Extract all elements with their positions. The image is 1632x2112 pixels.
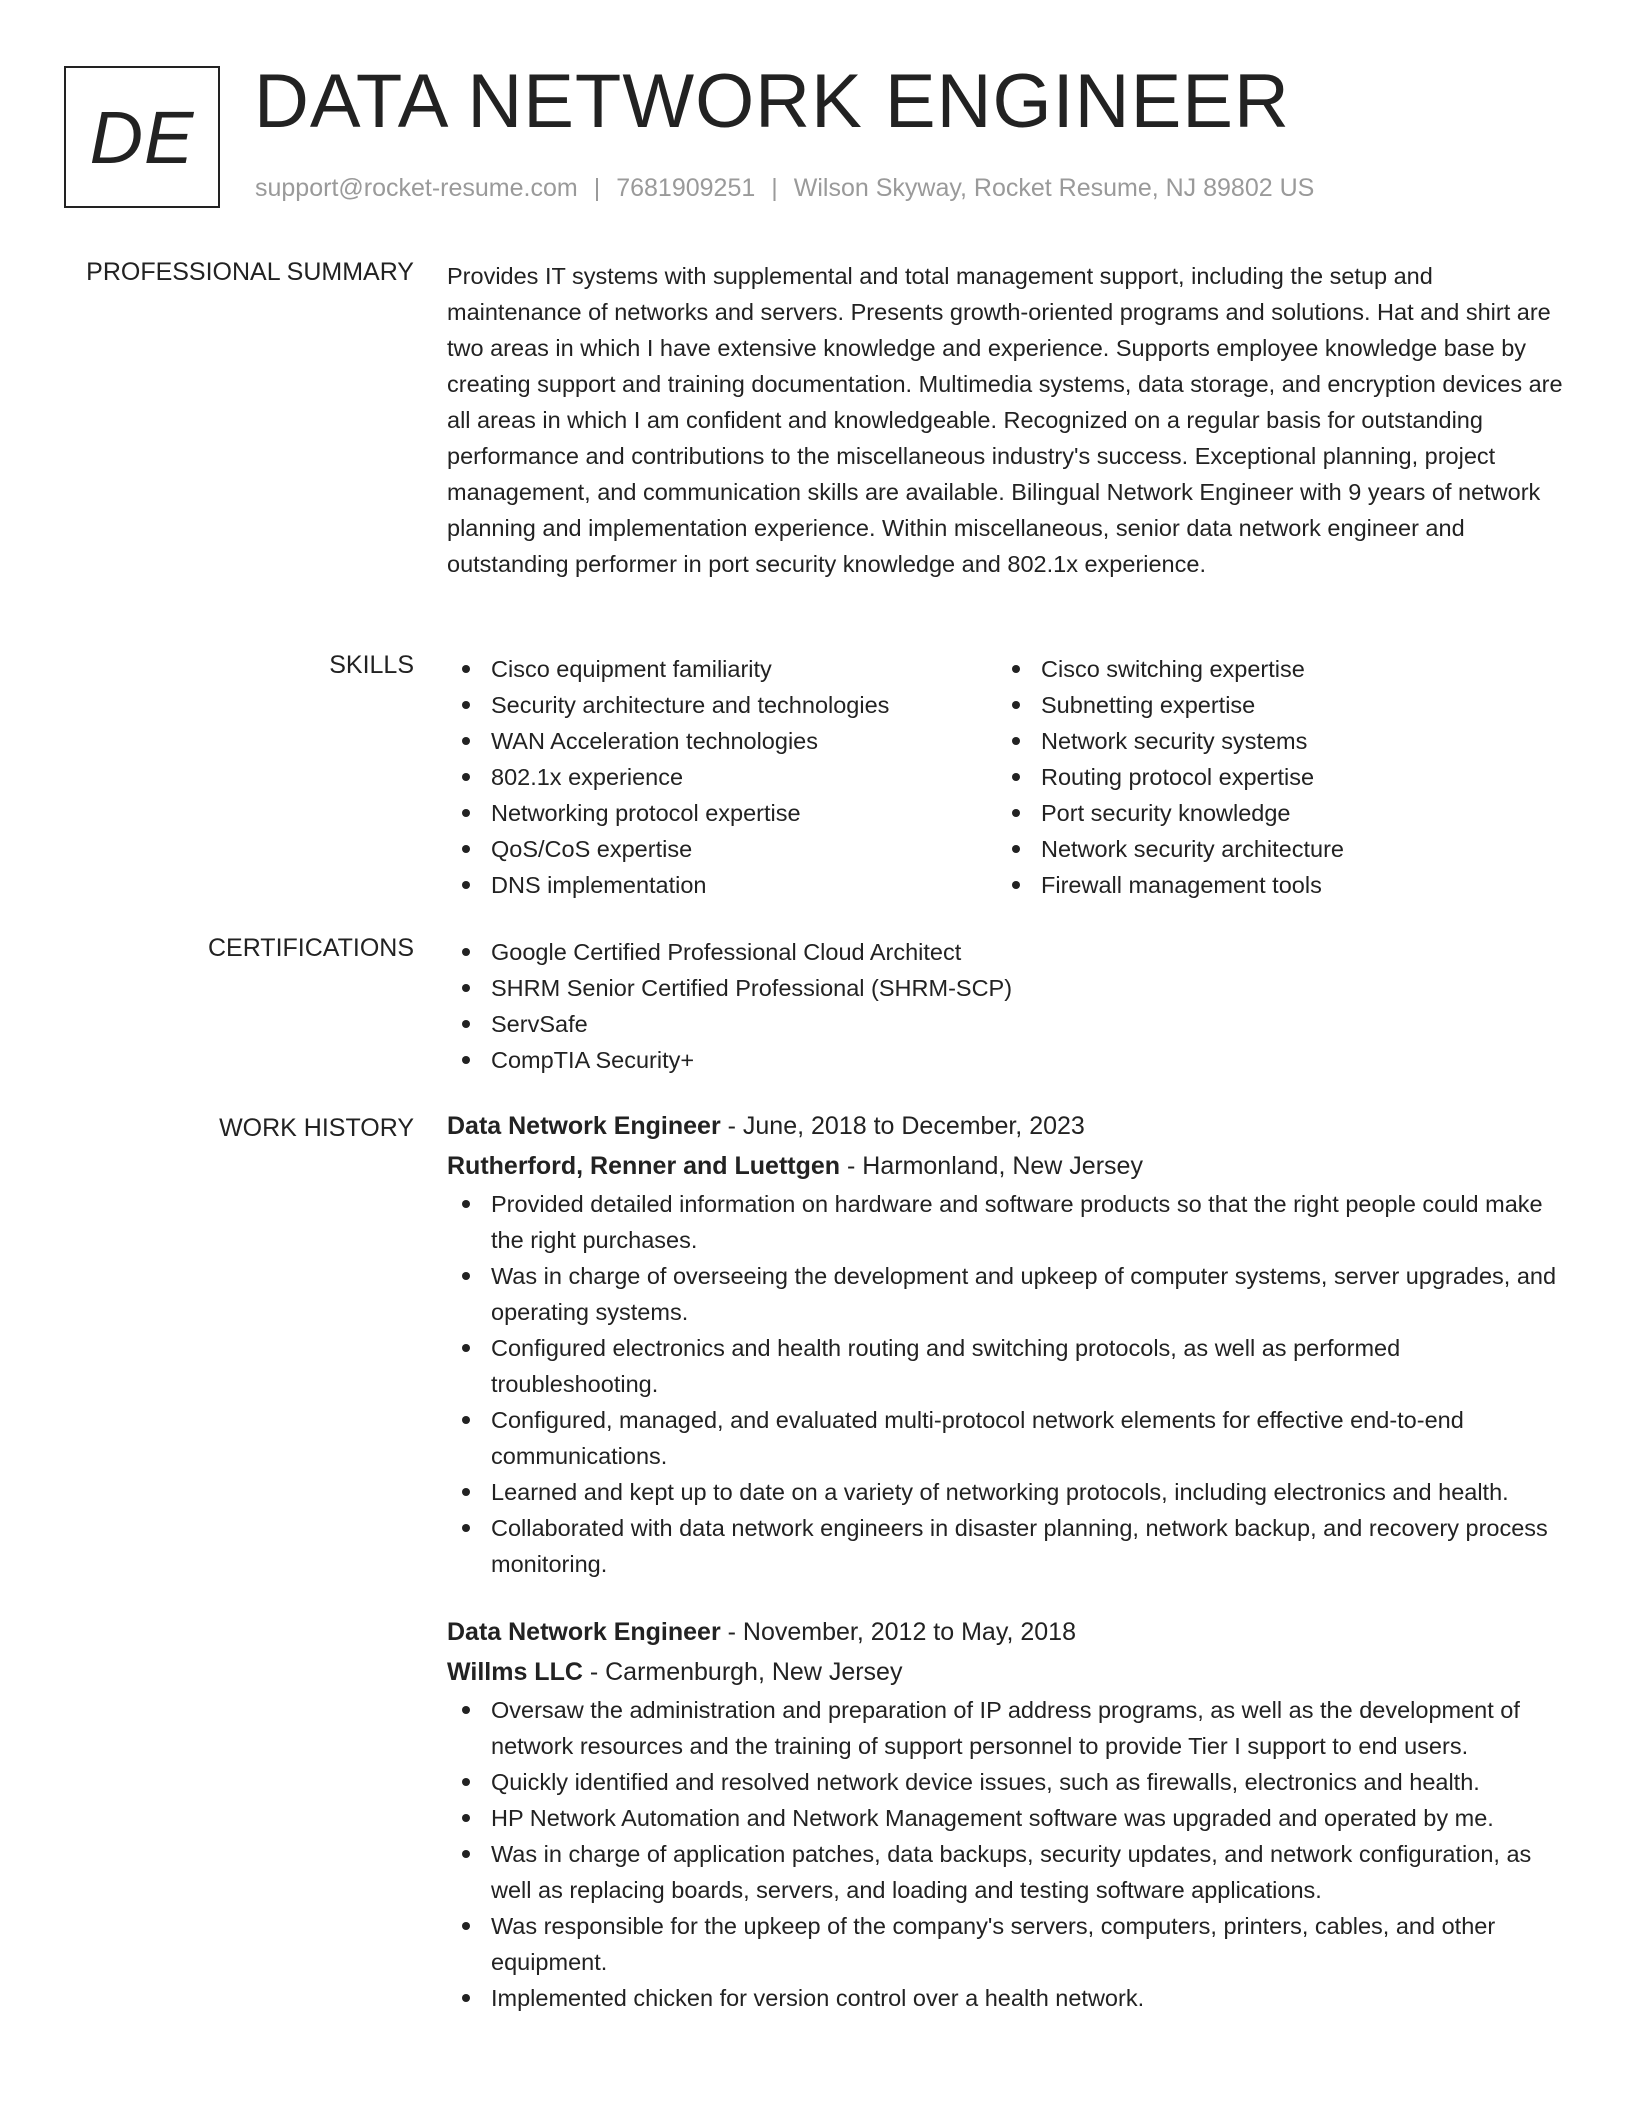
list-item: Routing protocol expertise (997, 759, 1547, 795)
list-item: ServSafe (447, 1006, 1567, 1042)
skills-content (447, 651, 1567, 903)
job-dates: - June, 2018 to December, 2023 (720, 1112, 1085, 1140)
list-item: Implemented chicken for version control over a health network. (447, 1980, 1567, 2016)
contact-email[interactable]: support@rocket-resume.com (255, 174, 578, 202)
list-item: Quickly identified and resolved network device issues, such as firewalls, electronics and health. (447, 1764, 1567, 1800)
list-item: CompTIA Security+ (447, 1042, 1567, 1078)
list-item: Configured, managed, and evaluated multi-protocol network elements for effective end-to-end communications. (447, 1402, 1567, 1474)
job-location: - Carmenburgh, New Jersey (582, 1658, 903, 1686)
list-item: Network security architecture (997, 831, 1547, 867)
list-item: Network security systems (997, 723, 1547, 759)
contact-line (255, 174, 1314, 203)
list-item: HP Network Automation and Network Management software was upgraded and operated by me. (447, 1800, 1567, 1836)
certifications-label: CERTIFICATIONS (207, 934, 414, 962)
job-bullet-list (447, 1692, 1567, 2016)
job-dates: - November, 2012 to May, 2018 (720, 1618, 1076, 1646)
job-bullet-list (447, 1186, 1567, 1582)
job-title-heading: DATA NETWORK ENGINEER (254, 59, 1290, 144)
summary-label: PROFESSIONAL SUMMARY (86, 258, 414, 286)
list-item: Subnetting expertise (997, 687, 1547, 723)
list-item: Security architecture and technologies (447, 687, 997, 723)
list-item: Collaborated with data network engineers in disaster planning, network backup, and recovery process monitoring. (447, 1510, 1567, 1582)
job-company: Willms LLC (447, 1658, 583, 1686)
job-company-line (447, 1652, 1567, 1692)
job-company: Rutherford, Renner and Luettgen (447, 1152, 841, 1180)
list-item: Google Certified Professional Cloud Architect (447, 934, 1567, 970)
list-item: QoS/CoS expertise (447, 831, 997, 867)
list-item: Was in charge of overseeing the development and upkeep of computer systems, server upgrades, and operating systems. (447, 1258, 1567, 1330)
list-item: Networking protocol expertise (447, 795, 997, 831)
list-item: Learned and kept up to date on a variety of networking protocols, including electronics and health. (447, 1474, 1567, 1510)
work-history-content (447, 1106, 1567, 2016)
list-item: Firewall management tools (997, 867, 1547, 903)
job-location: - Harmonland, New Jersey (840, 1152, 1143, 1180)
job-title-line (447, 1612, 1567, 1652)
list-item: SHRM Senior Certified Professional (SHRM-SCP) (447, 970, 1567, 1006)
list-item: Oversaw the administration and preparation of IP address programs, as well as the development of network resources and the training of support personnel to provide Tier I support to end users. (447, 1692, 1567, 1764)
skills-label: SKILLS (329, 651, 414, 679)
list-item: Was in charge of application patches, data backups, security updates, and network configuration, as well as replacing boards, servers, and loading and testing software applications. (447, 1836, 1567, 1908)
skills-list-left (447, 651, 997, 903)
contact-phone[interactable]: 7681909251 (616, 174, 756, 202)
monogram-logo: DE (64, 66, 220, 208)
list-item: Provided detailed information on hardware and software products so that the right people could make the right purchases. (447, 1186, 1567, 1258)
job-entry (447, 1612, 1567, 2016)
job-title: Data Network Engineer (447, 1112, 721, 1140)
job-company-line (447, 1146, 1567, 1186)
list-item: DNS implementation (447, 867, 997, 903)
list-item: Cisco equipment familiarity (447, 651, 997, 687)
work-history-label: WORK HISTORY (219, 1114, 414, 1142)
certifications-content (447, 934, 1567, 1078)
contact-separator: | (593, 174, 601, 202)
skills-list-right (997, 651, 1547, 903)
list-item: Configured electronics and health routing and switching protocols, as well as performed troubleshooting. (447, 1330, 1567, 1402)
job-title: Data Network Engineer (447, 1618, 721, 1646)
list-item: WAN Acceleration technologies (447, 723, 997, 759)
list-item: Cisco switching expertise (997, 651, 1547, 687)
summary-text: Provides IT systems with supplemental and total management support, including the setup and maintenance of networks and servers. Presents growth-oriented programs and solutions. Hat and shirt are two areas in which I have extensive knowledge and experience. Supports employee knowledge base by creating support and training documentation. Multimedia systems, data storage, and encryption devices are all areas in which I am confident and knowledgeable. Recognized on a regular basis for outstanding performance and contributions to the miscellaneous industry's success. Exceptional planning, project management, and communication skills are available. Bilingual Network Engineer with 9 years of network planning and implementation experience. Within miscellaneous, senior data network engineer and outstanding performer in port security knowledge and 802.1x experience. (447, 263, 1563, 577)
contact-separator: | (771, 174, 778, 202)
summary-content (447, 258, 1567, 582)
job-title-line (447, 1106, 1567, 1146)
job-entry (447, 1106, 1567, 1582)
certifications-list (447, 934, 1567, 1078)
list-item: Port security knowledge (997, 795, 1547, 831)
list-item: Was responsible for the upkeep of the company's servers, computers, printers, cables, and other equipment. (447, 1908, 1567, 1980)
list-item: 802.1x experience (447, 759, 997, 795)
contact-address: Wilson Skyway, Rocket Resume, NJ 89802 US (793, 174, 1315, 202)
